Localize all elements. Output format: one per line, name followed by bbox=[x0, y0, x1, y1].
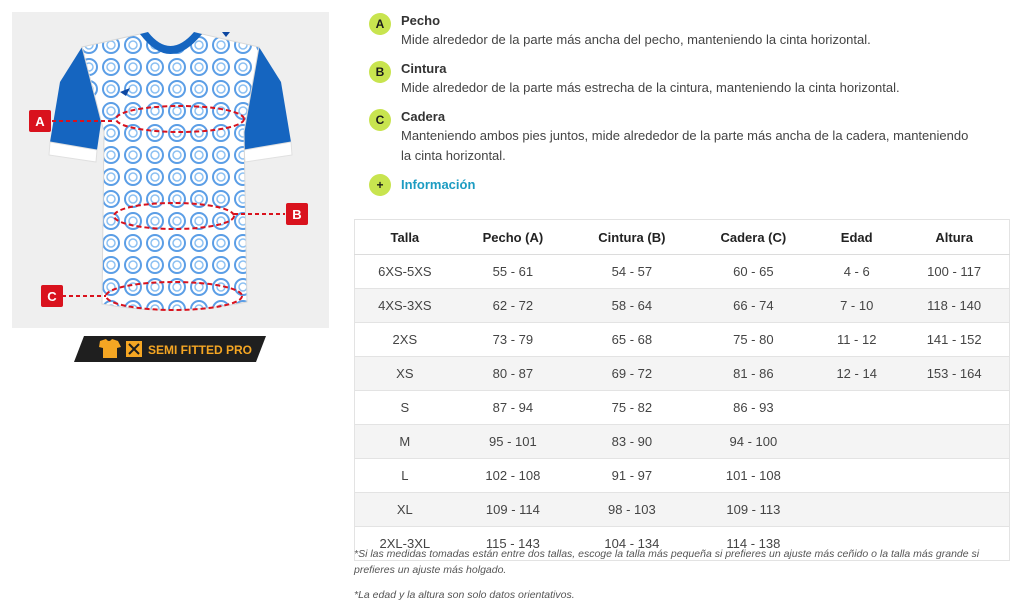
table-cell: 62 - 72 bbox=[455, 289, 571, 323]
table-cell: 4XS-3XS bbox=[355, 289, 455, 323]
size-table bbox=[354, 219, 1010, 561]
table-cell: 73 - 79 bbox=[455, 323, 571, 357]
table-cell: 118 - 140 bbox=[899, 289, 1009, 323]
table-cell: 109 - 114 bbox=[455, 493, 571, 527]
column-header: Cintura (B) bbox=[571, 220, 693, 255]
table-header-row bbox=[355, 220, 1010, 255]
plus-icon[interactable]: + bbox=[369, 174, 391, 196]
table-cell: S bbox=[355, 391, 455, 425]
table-row bbox=[355, 357, 1010, 391]
marker-c bbox=[41, 285, 63, 307]
table-cell: 98 - 103 bbox=[571, 493, 693, 527]
table-cell: 81 - 86 bbox=[693, 357, 814, 391]
letter-a-badge: A bbox=[369, 13, 391, 35]
column-header: Edad bbox=[814, 220, 899, 255]
table-cell: M bbox=[355, 425, 455, 459]
table-cell: 95 - 101 bbox=[455, 425, 571, 459]
table-row bbox=[355, 323, 1010, 357]
column-header: Talla bbox=[355, 220, 455, 255]
table-cell: 69 - 72 bbox=[571, 357, 693, 391]
table-cell: 54 - 57 bbox=[571, 255, 693, 289]
table-cell bbox=[814, 391, 899, 425]
table-cell: 65 - 68 bbox=[571, 323, 693, 357]
measurement-legend bbox=[369, 12, 989, 194]
table-cell: XL bbox=[355, 493, 455, 527]
table-cell: 58 - 64 bbox=[571, 289, 693, 323]
legend-title: Cintura bbox=[401, 61, 447, 76]
svg-text:C: C bbox=[47, 289, 57, 304]
table-row bbox=[355, 255, 1010, 289]
legend-description: Mide alrededor de la parte más estrecha de la cintura, manteniendo la cinta horizontal. bbox=[401, 80, 900, 95]
table-cell: 153 - 164 bbox=[899, 357, 1009, 391]
legend-description: Mide alrededor de la parte más ancha del pecho, manteniendo la cinta horizontal. bbox=[401, 32, 871, 47]
table-cell: 4 - 6 bbox=[814, 255, 899, 289]
fit-icon bbox=[126, 341, 142, 357]
table-cell: L bbox=[355, 459, 455, 493]
table-cell: XS bbox=[355, 357, 455, 391]
table-cell: 6XS-5XS bbox=[355, 255, 455, 289]
table-cell: 7 - 10 bbox=[814, 289, 899, 323]
table-cell: 83 - 90 bbox=[571, 425, 693, 459]
table-cell bbox=[899, 493, 1009, 527]
table-cell bbox=[814, 493, 899, 527]
table-cell: 86 - 93 bbox=[693, 391, 814, 425]
table-cell: 100 - 117 bbox=[899, 255, 1009, 289]
table-cell bbox=[899, 391, 1009, 425]
table-cell: 94 - 100 bbox=[693, 425, 814, 459]
fit-badge bbox=[74, 336, 266, 362]
svg-text:B: B bbox=[292, 207, 302, 222]
badge-label: SEMI FITTED PRO bbox=[148, 343, 253, 357]
table-cell: 141 - 152 bbox=[899, 323, 1009, 357]
column-header: Cadera (C) bbox=[693, 220, 814, 255]
column-header: Altura bbox=[899, 220, 1009, 255]
column-header: Pecho (A) bbox=[455, 220, 571, 255]
table-row bbox=[355, 493, 1010, 527]
table-cell: 75 - 82 bbox=[571, 391, 693, 425]
info-toggle[interactable] bbox=[369, 176, 989, 194]
table-cell: 75 - 80 bbox=[693, 323, 814, 357]
table-cell: 114 - 138 bbox=[693, 527, 814, 561]
svg-text:A: A bbox=[35, 114, 45, 129]
size-note: *Si las medidas tomadas están entre dos tallas, escoge la talla más pequeña si prefieres un ajuste más ceñido o la talla más grande si prefieres un ajuste más holgado. bbox=[354, 548, 980, 576]
table-cell: 12 - 14 bbox=[814, 357, 899, 391]
age-height-note: *La edad y la altura son solo datos orientativos. bbox=[354, 589, 575, 601]
table-cell: 2XL-3XL bbox=[355, 527, 455, 561]
table-cell: 101 - 108 bbox=[693, 459, 814, 493]
shirt-diagram bbox=[12, 12, 329, 328]
table-row bbox=[355, 289, 1010, 323]
table-cell bbox=[814, 425, 899, 459]
table-cell: 91 - 97 bbox=[571, 459, 693, 493]
table-cell bbox=[899, 459, 1009, 493]
table-cell: 87 - 94 bbox=[455, 391, 571, 425]
legend-item-waist bbox=[369, 60, 989, 98]
table-cell: 102 - 108 bbox=[455, 459, 571, 493]
table-row bbox=[355, 425, 1010, 459]
marker-a bbox=[29, 110, 51, 132]
table-cell: 11 - 12 bbox=[814, 323, 899, 357]
legend-title: Pecho bbox=[401, 13, 441, 28]
table-row bbox=[355, 391, 1010, 425]
table-row bbox=[355, 459, 1010, 493]
table-cell bbox=[814, 459, 899, 493]
marker-b bbox=[286, 203, 308, 225]
table-cell: 109 - 113 bbox=[693, 493, 814, 527]
letter-c-badge: C bbox=[369, 109, 391, 131]
shirt-body bbox=[82, 34, 259, 310]
legend-item-chest bbox=[369, 12, 989, 50]
letter-b-badge: B bbox=[369, 61, 391, 83]
legend-title: Cadera bbox=[401, 109, 446, 124]
table-cell: 115 - 143 bbox=[455, 527, 571, 561]
table-cell: 2XS bbox=[355, 323, 455, 357]
table-cell: 80 - 87 bbox=[455, 357, 571, 391]
legend-item-hip bbox=[369, 108, 989, 166]
table-cell: 104 - 134 bbox=[571, 527, 693, 561]
legend-description: Manteniendo ambos pies juntos, mide alrededor de la parte más ancha de la cadera, manteniendo la cinta horizontal. bbox=[401, 128, 969, 163]
table-cell: 55 - 61 bbox=[455, 255, 571, 289]
info-link[interactable]: Información bbox=[401, 177, 476, 192]
table-cell bbox=[899, 425, 1009, 459]
table-cell: 60 - 65 bbox=[693, 255, 814, 289]
table-cell: 66 - 74 bbox=[693, 289, 814, 323]
